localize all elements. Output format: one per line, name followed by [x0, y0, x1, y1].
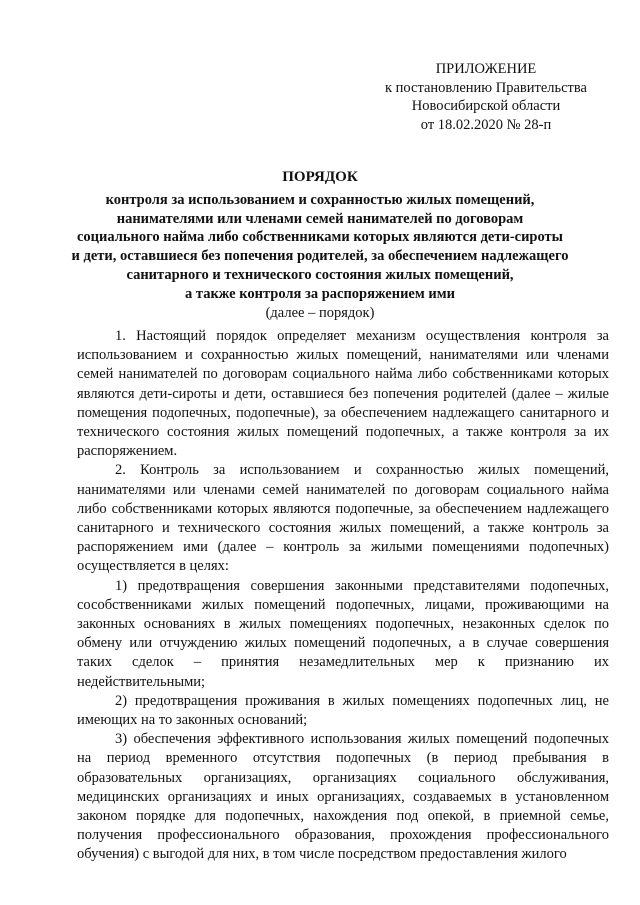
title-line: контроля за использованием и сохранностью жилых помещений, [105, 191, 535, 208]
title-line: и дети, оставшиеся без попечения родителей, за обеспечением надлежащего [71, 248, 569, 265]
paragraph-1: 1. Настоящий порядок определяет механизм осуществления контроля за использованием и сохранностью жилых помещений, нанимателями или членами семей нанимателей по договорам социального найма либо собственниками которых являются дети-сироты и дети, оставшиеся без попечения родителей (далее – жилые помещения подопечных, подопечные), за обеспечением надлежащего санитарного и технического состояния жилых помещений подопечных, а также контроля за их распоряжением. [77, 328, 609, 460]
title-line: социального найма либо собственниками которых являются дети-сироты [76, 229, 564, 246]
title-line: санитарного и технического состояния жилых помещений, [126, 266, 514, 283]
appendix-resolution-line: к постановлению Правительства [385, 79, 587, 96]
title-line: нанимателями или членами семей нанимателей по договорам [116, 210, 524, 227]
title-main: ПОРЯДОК [282, 169, 358, 185]
subitem-3: 3) обеспечения эффективного использования жилых помещений подопечных на период временного отсутствия подопечных (в период пребывания в образовательных организациях, организациях социального обслуживания, медицинских организациях и иных организациях, создаваемых в установленном законом порядке для подопечных, нахождения под опекой, в приемной семье, получения профессионального образования, прохождения профессионального обучения) с выгодой для них, в том числе посредством предоставления жилого [77, 731, 609, 863]
title-line: а также контроля за распоряжением ими [185, 285, 455, 302]
appendix-header [370, 60, 602, 134]
document-body [77, 327, 609, 865]
appendix-region-line: Новосибирской области [411, 98, 561, 114]
appendix-date-number: от 18.02.2020 № 28-п [420, 116, 552, 133]
appendix-label: ПРИЛОЖЕНИЕ [435, 61, 537, 77]
paragraph-2: 2. Контроль за использованием и сохранностью жилых помещений, нанимателями или членами семей нанимателей по договорам социального найма либо собственниками которых являются подопечные, за обеспечением надлежащего санитарного и технического состояния жилых помещений, а также контроль за распоряжением ими (далее – контроль за жилыми помещениями подопечных) осуществляется в целях: [77, 462, 609, 575]
subitem-2: 2) предотвращения проживания в жилых помещениях подопечных лиц, не имеющих на то законных оснований; [77, 692, 609, 729]
document-title [66, 168, 574, 322]
title-note: (далее – порядок) [265, 304, 375, 321]
subitem-1: 1) предотвращения совершения законными представителями подопечных, сособственниками жилых помещений подопечных, лицами, проживающими на законных основаниях в жилых помещениях подопечных, незаконных сделок по обмену или отчуждению жилых помещений подопечных, а в случае совершения таких сделок – принятия незамедлительных мер к признанию их недействительными; [77, 577, 609, 690]
